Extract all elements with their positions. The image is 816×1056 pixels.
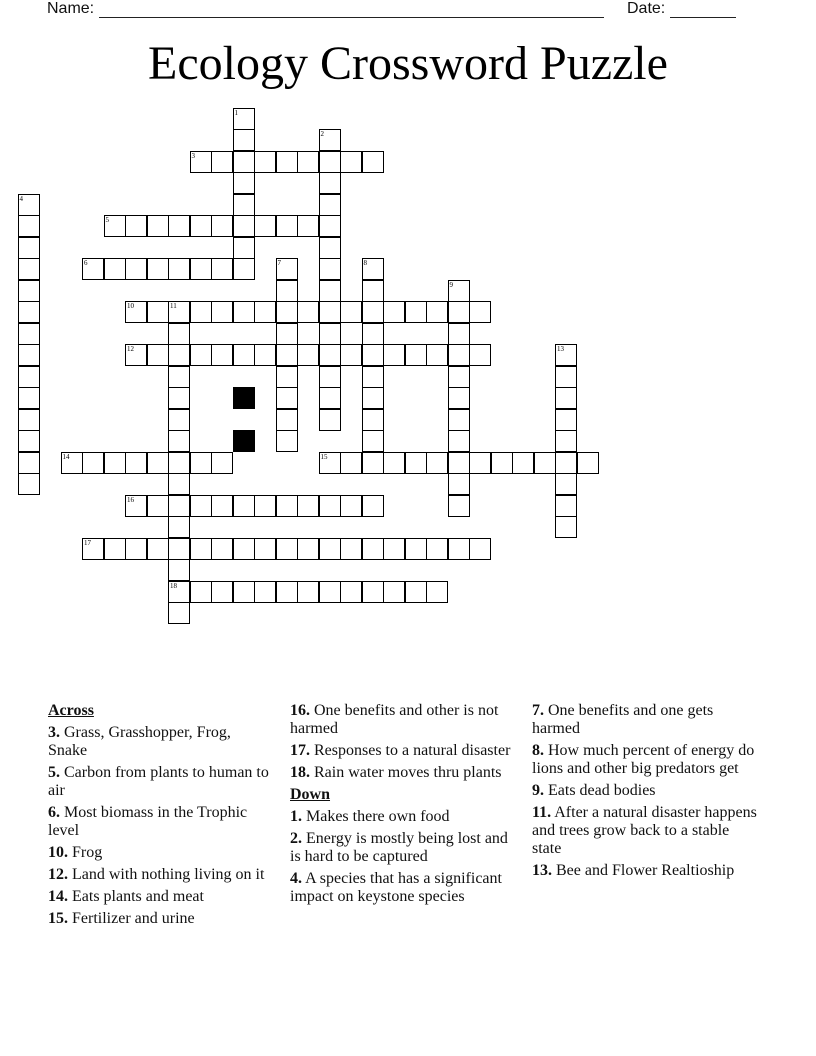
grid-cell[interactable]: [362, 323, 384, 345]
grid-cell[interactable]: [362, 452, 384, 474]
clue-across-18: 18. Rain water moves thru plants: [290, 764, 502, 781]
clue-number-5: 5: [105, 216, 109, 224]
grid-cell[interactable]: [448, 323, 470, 345]
grid-cell[interactable]: [276, 344, 298, 366]
grid-cell[interactable]: [491, 452, 513, 474]
grid-cell[interactable]: [233, 215, 255, 237]
grid-cell[interactable]: [577, 452, 599, 474]
grid-cell[interactable]: [147, 452, 169, 474]
grid-cell[interactable]: [276, 430, 298, 452]
grid-cell[interactable]: [276, 495, 298, 517]
grid-cell[interactable]: [512, 452, 534, 474]
grid-cell[interactable]: [211, 301, 233, 323]
clue-number-4: 4: [19, 194, 23, 203]
grid-cell[interactable]: [18, 366, 40, 388]
grid-cell[interactable]: [168, 258, 190, 280]
grid-cell[interactable]: [555, 430, 577, 452]
grid-cell[interactable]: [168, 344, 190, 366]
grid-cell[interactable]: [340, 581, 362, 603]
grid-cell[interactable]: [469, 538, 491, 560]
grid-cell[interactable]: [340, 301, 362, 323]
grid-cell[interactable]: [383, 301, 405, 323]
grid-cell[interactable]: [362, 581, 384, 603]
grid-cell[interactable]: [211, 215, 233, 237]
clue-number-12: 12: [127, 345, 134, 353]
grid-cell[interactable]: [190, 581, 212, 603]
clue-number-6: 6: [84, 259, 88, 267]
date-label: Date:: [627, 0, 666, 17]
grid-cell[interactable]: [168, 215, 190, 237]
grid-cell[interactable]: [18, 323, 40, 345]
grid-cell[interactable]: [362, 151, 384, 173]
grid-cell[interactable]: [383, 452, 405, 474]
grid-cell[interactable]: [18, 409, 40, 431]
grid-cell[interactable]: [190, 538, 212, 560]
clue-number-2: 2: [320, 130, 324, 138]
grid-cell[interactable]: [362, 387, 384, 409]
grid-cell[interactable]: [297, 538, 319, 560]
grid-cell[interactable]: [104, 538, 126, 560]
grid-cell[interactable]: [147, 215, 169, 237]
grid-cell[interactable]: [168, 473, 190, 495]
grid-cell[interactable]: [448, 366, 470, 388]
grid-cell[interactable]: [555, 495, 577, 517]
grid-cell[interactable]: [82, 452, 104, 474]
clue-across-14: 14. Eats plants and meat: [48, 888, 204, 905]
clue-number-10: 10: [127, 302, 134, 310]
grid-cell[interactable]: [319, 258, 341, 280]
grid-cell[interactable]: [319, 172, 341, 194]
grid-cell[interactable]: [147, 301, 169, 323]
grid-cell[interactable]: [448, 538, 470, 560]
grid-cell[interactable]: [104, 258, 126, 280]
grid-cell[interactable]: [362, 430, 384, 452]
name-label: Name:: [47, 0, 95, 17]
grid-cell[interactable]: [319, 409, 341, 431]
grid-cell[interactable]: [254, 581, 276, 603]
clue-across-5: 5. Carbon from plants to human to air: [48, 764, 269, 799]
grid-cell[interactable]: [18, 430, 40, 452]
grid-cell[interactable]: [233, 151, 255, 173]
grid-cell[interactable]: [168, 409, 190, 431]
grid-cell[interactable]: [555, 409, 577, 431]
grid-cell[interactable]: [319, 495, 341, 517]
grid-cell[interactable]: [147, 344, 169, 366]
clue-down-4: 4. A species that has a significant impact on keystone species: [290, 870, 502, 905]
grid-cell[interactable]: [190, 301, 212, 323]
grid-cell[interactable]: [362, 301, 384, 323]
grid-cell[interactable]: [448, 452, 470, 474]
grid-cell[interactable]: [233, 344, 255, 366]
grid-cell[interactable]: [426, 581, 448, 603]
clue-number-1: 1: [234, 108, 238, 117]
grid-cell[interactable]: [448, 387, 470, 409]
grid-cell[interactable]: [319, 323, 341, 345]
grid-cell[interactable]: [168, 430, 190, 452]
grid-cell[interactable]: [448, 344, 470, 366]
clues-column-3: [532, 702, 762, 884]
grid-cell[interactable]: [426, 301, 448, 323]
grid-cell[interactable]: [340, 151, 362, 173]
clue-number-14: 14: [62, 452, 70, 461]
clue-across-6: 6. Most biomass in the Trophic level: [48, 804, 248, 839]
grid-cell[interactable]: [104, 452, 126, 474]
grid-cell[interactable]: [319, 194, 341, 216]
grid-cell[interactable]: [18, 387, 40, 409]
grid-cell[interactable]: [233, 194, 255, 216]
clue-number-16: 16: [127, 495, 134, 504]
grid-cell[interactable]: [211, 538, 233, 560]
clue-number-18: 18: [170, 581, 177, 590]
grid-cell[interactable]: [233, 495, 255, 517]
clue-down-9: 9. Eats dead bodies: [532, 782, 656, 799]
grid-cell[interactable]: [211, 495, 233, 517]
grid-cell[interactable]: [276, 323, 298, 345]
page-title: Ecology Crossword Puzzle: [148, 37, 668, 90]
grid-cell[interactable]: [147, 538, 169, 560]
grid-cell[interactable]: [362, 409, 384, 431]
grid-cell[interactable]: [448, 473, 470, 495]
grid-cell[interactable]: [276, 151, 298, 173]
grid-cell[interactable]: [233, 301, 255, 323]
grid-cell[interactable]: [254, 538, 276, 560]
grid-cell[interactable]: [18, 280, 40, 302]
grid-cell[interactable]: [426, 538, 448, 560]
grid-cell[interactable]: [405, 344, 427, 366]
clue-across-16: 16. One benefits and other is not harmed: [290, 702, 499, 737]
grid-cell[interactable]: [211, 452, 233, 474]
clue-across-12: 12. Land with nothing living on it: [48, 866, 265, 883]
grid-cell[interactable]: [233, 581, 255, 603]
grid-cell[interactable]: [362, 344, 384, 366]
grid-cell[interactable]: [319, 538, 341, 560]
grid-cell[interactable]: [297, 215, 319, 237]
grid-cell[interactable]: [18, 473, 40, 495]
grid-cell[interactable]: [276, 538, 298, 560]
grid-cell[interactable]: [254, 151, 276, 173]
grid-cell[interactable]: [448, 495, 470, 517]
grid-cell[interactable]: [211, 581, 233, 603]
grid-cell[interactable]: [319, 280, 341, 302]
grid-cell[interactable]: [233, 237, 255, 259]
grid-cell[interactable]: [319, 215, 341, 237]
grid-cell[interactable]: [254, 344, 276, 366]
grid-cell[interactable]: [168, 495, 190, 517]
grid-cell[interactable]: [168, 559, 190, 581]
clue-down-1: 1. Makes there own food: [290, 808, 450, 825]
grid-cell[interactable]: [147, 258, 169, 280]
grid-cell[interactable]: [254, 301, 276, 323]
grid-cell[interactable]: [534, 452, 556, 474]
grid-cell[interactable]: [190, 344, 212, 366]
grid-cell[interactable]: [18, 344, 40, 366]
grid-cell[interactable]: [319, 387, 341, 409]
clue-across-17: 17. Responses to a natural disaster: [290, 742, 511, 759]
grid-cell[interactable]: [125, 538, 147, 560]
grid-cell[interactable]: [276, 366, 298, 388]
grid-cell[interactable]: [168, 538, 190, 560]
grid-cell[interactable]: [211, 258, 233, 280]
grid-cell[interactable]: [18, 452, 40, 474]
grid-cell[interactable]: [340, 452, 362, 474]
grid-cell[interactable]: [362, 538, 384, 560]
grid-cell[interactable]: [254, 495, 276, 517]
grid-cell[interactable]: [448, 301, 470, 323]
grid-cell[interactable]: [297, 301, 319, 323]
grid-cell[interactable]: [383, 344, 405, 366]
clue-number-3: 3: [191, 151, 195, 160]
clue-down-11: 11. After a natural disaster happens and trees grow back to a stable state: [532, 804, 757, 857]
grid-cell[interactable]: [405, 538, 427, 560]
clue-number-8: 8: [363, 259, 367, 267]
clues-column-1: [48, 702, 273, 932]
grid-cell[interactable]: [555, 516, 577, 538]
grid-black-cell: [233, 430, 255, 452]
grid-cell[interactable]: [340, 344, 362, 366]
clue-number-15: 15: [320, 452, 328, 461]
grid-cell[interactable]: [362, 280, 384, 302]
grid-cell[interactable]: [147, 495, 169, 517]
grid-cell[interactable]: [555, 366, 577, 388]
grid-cell[interactable]: [319, 366, 341, 388]
grid-cell[interactable]: [319, 237, 341, 259]
clue-number-9: 9: [449, 280, 453, 289]
grid-cell[interactable]: [18, 258, 40, 280]
grid-cell[interactable]: [168, 387, 190, 409]
grid-cell[interactable]: [555, 473, 577, 495]
grid-cell[interactable]: [297, 581, 319, 603]
grid-cell[interactable]: [168, 602, 190, 624]
grid-cell[interactable]: [18, 237, 40, 259]
grid-cell[interactable]: [233, 129, 255, 151]
down-heading: Down: [290, 786, 331, 803]
grid-cell[interactable]: [18, 215, 40, 237]
grid-cell[interactable]: [469, 344, 491, 366]
grid-cell[interactable]: [254, 215, 276, 237]
grid-cell[interactable]: [276, 387, 298, 409]
grid-cell[interactable]: [383, 581, 405, 603]
grid-cell[interactable]: [448, 409, 470, 431]
grid-cell[interactable]: [276, 215, 298, 237]
grid-cell[interactable]: [18, 301, 40, 323]
grid-cell[interactable]: [319, 301, 341, 323]
grid-cell[interactable]: [426, 344, 448, 366]
grid-cell[interactable]: [297, 495, 319, 517]
grid-cell[interactable]: [125, 215, 147, 237]
grid-cell[interactable]: [211, 151, 233, 173]
grid-cell[interactable]: [555, 452, 577, 474]
grid-cell[interactable]: [426, 452, 448, 474]
grid-cell[interactable]: [125, 452, 147, 474]
grid-cell[interactable]: [383, 538, 405, 560]
grid-cell[interactable]: [469, 301, 491, 323]
grid-cell[interactable]: [297, 151, 319, 173]
grid-cell[interactable]: [233, 258, 255, 280]
grid-cell[interactable]: [276, 301, 298, 323]
clue-down-7: 7. One benefits and one gets harmed: [532, 702, 714, 737]
grid-cell[interactable]: [297, 344, 319, 366]
grid-cell[interactable]: [319, 151, 341, 173]
grid-cell[interactable]: [190, 452, 212, 474]
grid-cell[interactable]: [168, 516, 190, 538]
grid-cell[interactable]: [340, 538, 362, 560]
clue-down-2: 2. Energy is mostly being lost and is hard to be captured: [290, 830, 508, 865]
grid-cell[interactable]: [211, 344, 233, 366]
grid-cell[interactable]: [362, 495, 384, 517]
grid-cell[interactable]: [405, 581, 427, 603]
clue-down-8: 8. How much percent of energy do lions and other big predators get: [532, 742, 755, 777]
clues-column-2: [290, 702, 515, 910]
grid-cell[interactable]: [276, 581, 298, 603]
grid-cell[interactable]: [276, 280, 298, 302]
grid-cell[interactable]: [233, 172, 255, 194]
grid-cell[interactable]: [362, 366, 384, 388]
clue-across-15: 15. Fertilizer and urine: [48, 910, 195, 927]
grid-cell[interactable]: [276, 409, 298, 431]
grid-cell[interactable]: [405, 452, 427, 474]
grid-cell[interactable]: [168, 323, 190, 345]
clue-number-11: 11: [170, 302, 177, 310]
grid-cell[interactable]: [190, 215, 212, 237]
clue-across-10: 10. Frog: [48, 844, 103, 861]
grid-cell[interactable]: [168, 452, 190, 474]
grid-cell[interactable]: [469, 452, 491, 474]
clue-down-13: 13. Bee and Flower Realtioship: [532, 862, 735, 879]
clue-number-13: 13: [557, 345, 564, 353]
grid-cell[interactable]: [340, 495, 362, 517]
grid-cell[interactable]: [190, 495, 212, 517]
grid-cell[interactable]: [190, 258, 212, 280]
grid-cell[interactable]: [233, 538, 255, 560]
grid-cell[interactable]: [319, 344, 341, 366]
grid-cell[interactable]: [125, 258, 147, 280]
clue-number-7: 7: [277, 259, 281, 267]
grid-cell[interactable]: [168, 366, 190, 388]
across-heading: Across: [48, 702, 94, 719]
grid-cell[interactable]: [319, 581, 341, 603]
grid-cell[interactable]: [405, 301, 427, 323]
clue-across-3: 3. Grass, Grasshopper, Frog, Snake: [48, 724, 231, 759]
grid-cell[interactable]: [555, 387, 577, 409]
grid-cell[interactable]: [448, 430, 470, 452]
grid-black-cell: [233, 387, 255, 409]
clue-number-17: 17: [84, 538, 91, 547]
